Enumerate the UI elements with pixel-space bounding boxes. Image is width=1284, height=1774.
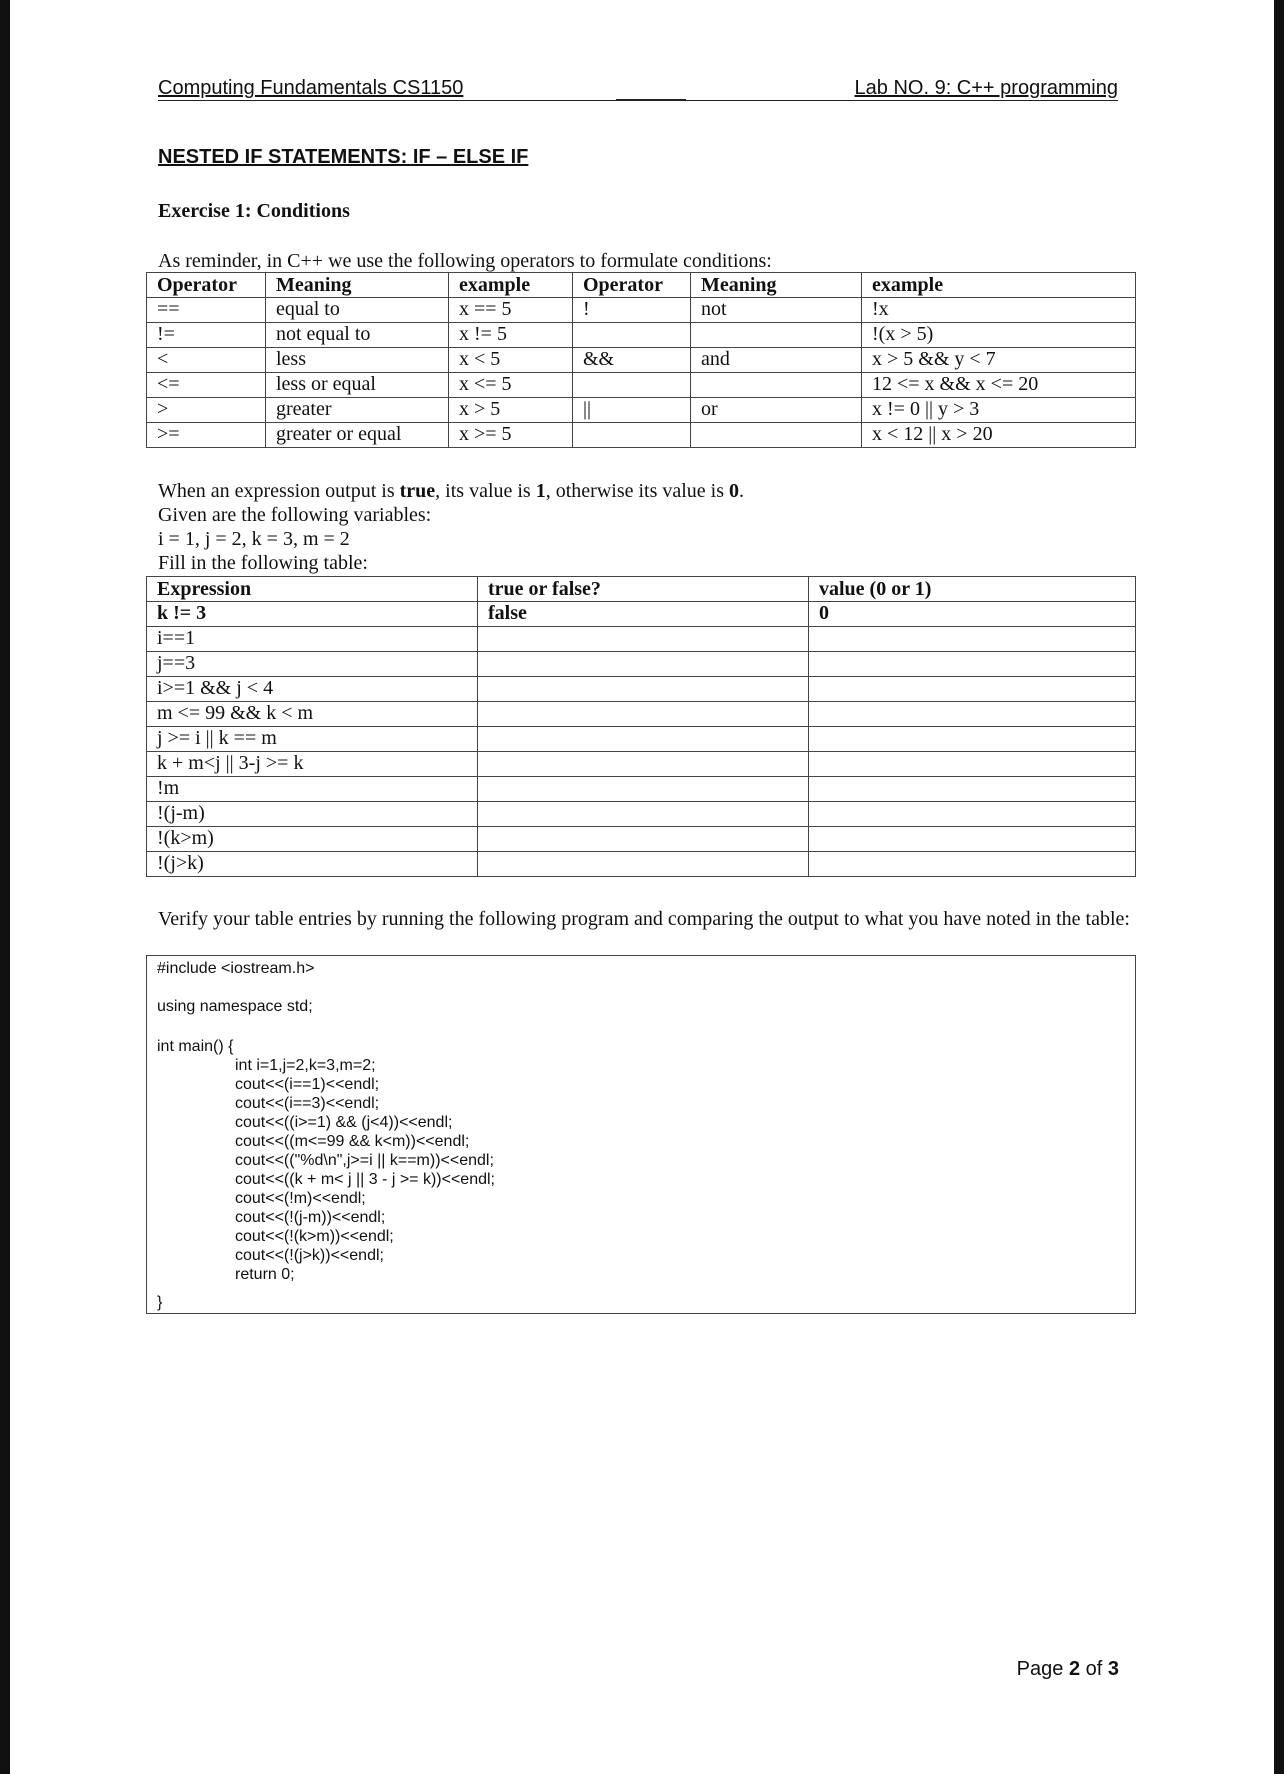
code-line: return 0; <box>235 1266 295 1283</box>
cell: >= <box>147 423 266 448</box>
truth-statement <box>158 480 744 502</box>
page-label: Page <box>1016 1658 1064 1680</box>
cell: ! <box>573 298 691 323</box>
table-row <box>147 298 1136 323</box>
expression-cell: j==3 <box>147 652 478 677</box>
table-row <box>147 827 1136 852</box>
table-row <box>147 323 1136 348</box>
col-header: Operator <box>147 273 266 298</box>
operators-header-row <box>147 273 1136 298</box>
answer-cell[interactable] <box>478 627 809 652</box>
code-line: cout<<(!(j-m))<<endl; <box>235 1209 386 1226</box>
table-row <box>147 802 1136 827</box>
table-row <box>147 777 1136 802</box>
cell <box>691 323 862 348</box>
expression-cell: !(j>k) <box>147 852 478 877</box>
total-pages: 3 <box>1107 1658 1119 1680</box>
expression-table <box>146 576 1136 877</box>
cell: not <box>691 298 862 323</box>
code-line: cout<<(!m)<<endl; <box>235 1190 366 1207</box>
answer-cell[interactable] <box>478 652 809 677</box>
cell <box>691 373 862 398</box>
verify-text: Verify your table entries by running the following program and comparing the output to what you have noted in the table: <box>158 908 1130 930</box>
cell: x < 12 || x > 20 <box>862 423 1136 448</box>
answer-cell[interactable] <box>478 702 809 727</box>
text-fragment: 1 <box>535 480 546 502</box>
value-cell[interactable] <box>809 677 1136 702</box>
current-page: 2 <box>1068 1658 1081 1680</box>
col-header: true or false? <box>478 577 809 602</box>
expression-cell: m <= 99 && k < m <box>147 702 478 727</box>
code-line: cout<<(!(k>m))<<endl; <box>235 1228 394 1245</box>
cell: == <box>147 298 266 323</box>
cell: x >= 5 <box>449 423 573 448</box>
page-header <box>158 76 1118 101</box>
code-box <box>146 955 1136 1314</box>
cell: != <box>147 323 266 348</box>
cell: greater <box>266 398 449 423</box>
table-row <box>147 423 1136 448</box>
table-row <box>147 373 1136 398</box>
answer-cell[interactable] <box>478 827 809 852</box>
expression-cell: !m <box>147 777 478 802</box>
table-row <box>147 348 1136 373</box>
text-fragment: . <box>739 480 745 502</box>
value-cell[interactable] <box>809 627 1136 652</box>
table-row <box>147 627 1136 652</box>
table-row <box>147 727 1136 752</box>
cell: greater or equal <box>266 423 449 448</box>
col-header: Meaning <box>266 273 449 298</box>
answer-cell[interactable] <box>478 852 809 877</box>
expression-cell: !(k>m) <box>147 827 478 852</box>
code-line: cout<<((k + m< j || 3 - j >= k))<<endl; <box>235 1171 495 1188</box>
variables-text: i = 1, j = 2, k = 3, m = 2 <box>158 528 350 550</box>
section-title: NESTED IF STATEMENTS: IF – ELSE IF <box>158 146 529 168</box>
code-line: } <box>157 1294 163 1311</box>
cell: k != 3 <box>147 602 478 627</box>
answer-cell[interactable] <box>478 677 809 702</box>
value-cell[interactable] <box>809 702 1136 727</box>
cell: x < 5 <box>449 348 573 373</box>
value-cell[interactable] <box>809 852 1136 877</box>
page-number <box>1017 1658 1119 1681</box>
example-row <box>147 602 1136 627</box>
cell <box>691 423 862 448</box>
given-text: Given are the following variables: <box>158 504 432 526</box>
col-header: example <box>862 273 1136 298</box>
expression-cell: !(j-m) <box>147 802 478 827</box>
code-line: cout<<((i>=1) && (j<4))<<endl; <box>235 1114 453 1131</box>
cell: || <box>573 398 691 423</box>
fill-text: Fill in the following table: <box>158 552 368 574</box>
table-row <box>147 752 1136 777</box>
code-line: cout<<(("%d\n",j>=i || k==m))<<endl; <box>235 1152 494 1169</box>
expression-cell: k + m<j || 3-j >= k <box>147 752 478 777</box>
cell: less or equal <box>266 373 449 398</box>
code-line: int main() { <box>157 1038 234 1055</box>
cell: not equal to <box>266 323 449 348</box>
header-rule <box>616 99 686 101</box>
cell: and <box>691 348 862 373</box>
value-cell[interactable] <box>809 752 1136 777</box>
of-label: of <box>1085 1658 1103 1680</box>
text-fragment: , its value is <box>435 480 536 502</box>
text-fragment: , otherwise its value is <box>545 480 730 502</box>
text-fragment: 0 <box>729 480 740 502</box>
text-fragment: When an expression output is <box>158 480 400 502</box>
code-line: cout<<((m<=99 && k<m))<<endl; <box>235 1133 470 1150</box>
cell <box>573 423 691 448</box>
value-cell[interactable] <box>809 652 1136 677</box>
course-title: Computing Fundamentals CS1150 <box>158 77 464 99</box>
col-header: Expression <box>147 577 478 602</box>
cell: x != 5 <box>449 323 573 348</box>
answer-cell[interactable] <box>478 777 809 802</box>
col-header: example <box>449 273 573 298</box>
cell: > <box>147 398 266 423</box>
table-row <box>147 652 1136 677</box>
value-cell[interactable] <box>809 727 1136 752</box>
table-row <box>147 677 1136 702</box>
table-row <box>147 852 1136 877</box>
value-cell[interactable] <box>809 827 1136 852</box>
cell: x <= 5 <box>449 373 573 398</box>
cell: false <box>478 602 809 627</box>
code-line: #include <iostream.h> <box>157 960 315 977</box>
cell <box>573 323 691 348</box>
col-header: Meaning <box>691 273 862 298</box>
cell <box>573 373 691 398</box>
document-page <box>10 0 1274 1774</box>
code-line: int i=1,j=2,k=3,m=2; <box>235 1057 376 1074</box>
col-header: value (0 or 1) <box>809 577 1136 602</box>
code-line: cout<<(i==3)<<endl; <box>235 1095 380 1112</box>
operators-table <box>146 272 1136 448</box>
intro-text: As reminder, in C++ we use the following operators to formulate conditions: <box>158 250 772 272</box>
expression-cell: i==1 <box>147 627 478 652</box>
cell: !(x > 5) <box>862 323 1136 348</box>
cell: x > 5 <box>449 398 573 423</box>
table-row <box>147 398 1136 423</box>
value-cell[interactable] <box>809 777 1136 802</box>
cell: 0 <box>809 602 1136 627</box>
code-line: cout<<(i==1)<<endl; <box>235 1076 380 1093</box>
answer-cell[interactable] <box>478 727 809 752</box>
expression-header-row <box>147 577 1136 602</box>
cell: 12 <= x && x <= 20 <box>862 373 1136 398</box>
cell: x != 0 || y > 3 <box>862 398 1136 423</box>
code-line: using namespace std; <box>157 998 313 1015</box>
expression-cell: j >= i || k == m <box>147 727 478 752</box>
code-line: cout<<(!(j>k))<<endl; <box>235 1247 384 1264</box>
cell: <= <box>147 373 266 398</box>
exercise-title: Exercise 1: Conditions <box>158 200 350 222</box>
cell: equal to <box>266 298 449 323</box>
text-fragment: true <box>399 480 436 502</box>
answer-cell[interactable] <box>478 802 809 827</box>
answer-cell[interactable] <box>478 752 809 777</box>
cell: && <box>573 348 691 373</box>
cell: less <box>266 348 449 373</box>
cell: !x <box>862 298 1136 323</box>
value-cell[interactable] <box>809 802 1136 827</box>
col-header: Operator <box>573 273 691 298</box>
cell: or <box>691 398 862 423</box>
cell: x == 5 <box>449 298 573 323</box>
cell: x > 5 && y < 7 <box>862 348 1136 373</box>
cell: < <box>147 348 266 373</box>
table-row <box>147 702 1136 727</box>
expression-cell: i>=1 && j < 4 <box>147 677 478 702</box>
lab-title: Lab NO. 9: C++ programming <box>854 77 1118 99</box>
